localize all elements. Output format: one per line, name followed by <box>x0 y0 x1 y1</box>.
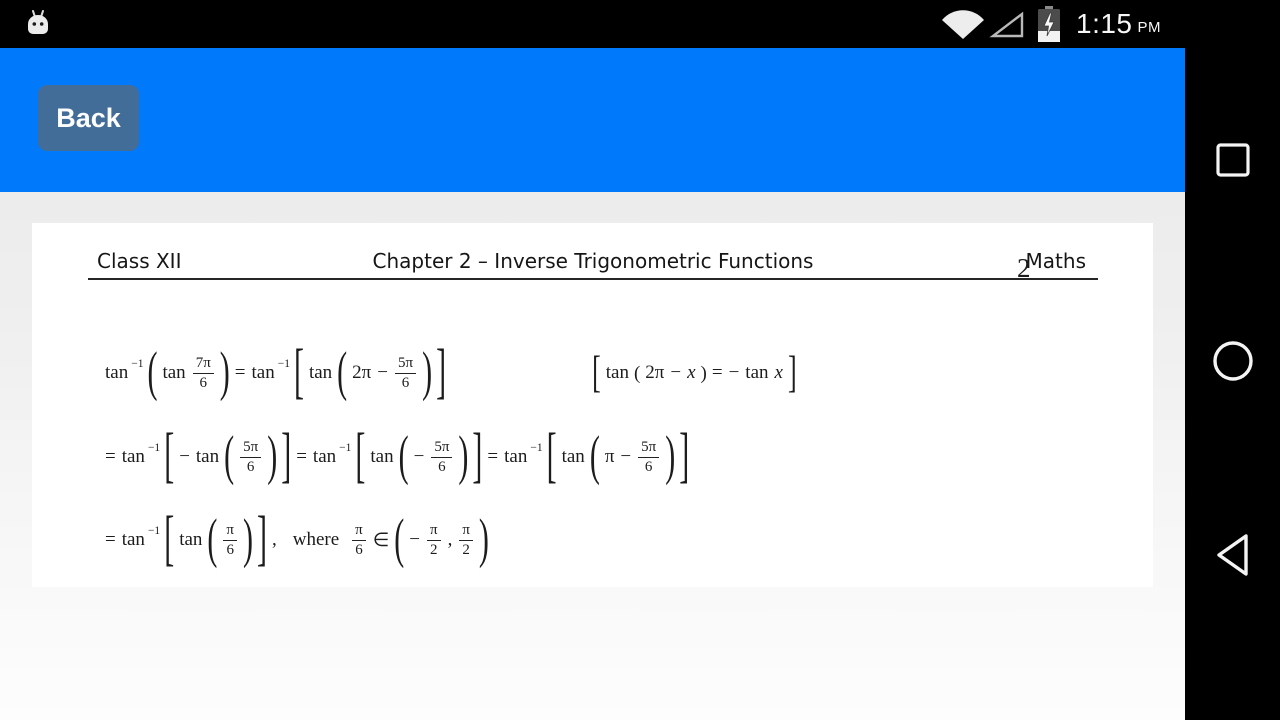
math-token: − <box>377 362 388 383</box>
back-button[interactable]: Back <box>38 85 139 151</box>
math-fraction: π 6 <box>223 522 237 559</box>
math-token: ] <box>256 505 267 573</box>
math-token: tan <box>195 446 220 467</box>
math-token: = <box>711 362 723 383</box>
math-token: 2π <box>645 362 665 383</box>
math-token: ( <box>224 425 235 487</box>
navigation-bar <box>1185 0 1280 720</box>
home-button[interactable] <box>1185 316 1280 406</box>
math-token: tan <box>251 362 275 383</box>
math-token: ] <box>436 338 447 406</box>
math-token: where <box>292 529 340 550</box>
math-token: ) <box>267 425 278 487</box>
math-token: ∈ <box>372 529 390 551</box>
math-token: tan <box>179 529 203 550</box>
clock-time: 1:15 <box>1076 8 1133 39</box>
math-fraction: $\frac{5\pi}{6}$ <box>638 439 659 476</box>
math-token: − <box>670 362 682 383</box>
math-token: ( <box>207 508 218 570</box>
recents-square-icon <box>1215 142 1251 178</box>
chapter-title: Chapter 2 – Inverse Trigonometric Functions <box>372 249 814 273</box>
math-token: 2π <box>352 362 372 383</box>
math-fraction: 7π 6 <box>193 355 214 392</box>
math-token: ) <box>700 362 707 384</box>
math-token: = <box>105 446 116 467</box>
math-superscript: −1 <box>147 525 161 537</box>
math-superscript: −1 <box>530 442 543 454</box>
math-superscript: −1 <box>131 358 144 370</box>
back-triangle-icon <box>1214 531 1252 579</box>
math-token: ] <box>281 422 292 490</box>
math-token: π <box>604 446 615 467</box>
math-token: ( <box>147 341 158 403</box>
clock <box>1076 0 1161 48</box>
math-token: tan <box>504 446 528 467</box>
math-fraction: π 6 <box>352 522 366 559</box>
math-token: tan <box>370 446 394 467</box>
math-token: ( <box>394 508 405 570</box>
math-token: − <box>409 529 421 550</box>
math-token: [ <box>164 422 175 490</box>
math-fraction: $\frac{5\pi}{6}$ <box>395 355 416 392</box>
math-token: ) <box>219 341 230 403</box>
math-token: − <box>413 446 425 467</box>
math-fraction: 5π 6 <box>240 439 261 476</box>
recents-button[interactable] <box>1185 115 1280 205</box>
back-nav-button[interactable] <box>1185 510 1280 600</box>
math-token: − <box>179 446 190 467</box>
math-token: x <box>687 362 696 383</box>
math-line-1 <box>102 337 799 409</box>
math-token: [ <box>355 422 366 490</box>
clock-meridiem: PM <box>1137 18 1161 36</box>
home-circle-icon <box>1212 340 1254 382</box>
math-superscript: −1 <box>339 442 352 454</box>
document-header <box>88 249 1098 280</box>
class-label: Class XII <box>97 249 182 273</box>
math-fraction: π 2 <box>459 522 473 559</box>
math-token: − <box>620 446 632 467</box>
math-token <box>448 373 590 374</box>
subject-label: Maths <box>1025 249 1086 273</box>
math-token: tan <box>162 362 186 383</box>
math-token: , <box>447 529 453 550</box>
math-line-2 <box>102 421 691 493</box>
math-token: ] <box>679 422 690 490</box>
math-token: ) <box>478 508 489 570</box>
math-token: [ <box>164 505 175 573</box>
math-token: tan <box>121 446 145 467</box>
math-superscript: −1 <box>277 358 290 370</box>
math-token: ) <box>665 425 676 487</box>
math-token: tan <box>105 362 129 383</box>
math-token: ( <box>589 425 600 487</box>
math-token: tan <box>121 529 145 550</box>
math-token: = <box>105 529 116 550</box>
math-token: ] <box>472 422 483 490</box>
math-fraction: $\frac{\pi}{2}$ <box>427 522 441 559</box>
math-token: tan <box>312 446 337 467</box>
math-superscript: −1 <box>147 442 161 454</box>
math-token <box>342 540 348 541</box>
math-token: , <box>271 529 277 550</box>
math-token <box>280 540 290 541</box>
math-token: ( <box>633 362 641 384</box>
math-token: = <box>234 362 246 383</box>
math-token: tan <box>561 446 585 467</box>
math-token: = <box>296 446 307 467</box>
math-token: ( <box>398 425 409 487</box>
android-debug-icon <box>22 8 54 40</box>
math-token: = <box>487 446 499 467</box>
math-token: ) <box>242 508 253 570</box>
page-number: 2 <box>1017 253 1031 283</box>
document-page <box>32 223 1153 587</box>
math-token: ] <box>787 347 797 397</box>
math-token: tan <box>308 362 333 383</box>
document-viewport[interactable] <box>0 192 1185 720</box>
battery-charging-icon <box>1038 6 1060 42</box>
math-token: [ <box>546 422 557 490</box>
math-token: x <box>774 362 783 383</box>
math-token: ( <box>337 341 348 403</box>
math-token: [ <box>293 338 304 406</box>
app-header <box>0 48 1185 192</box>
math-token: tan <box>745 362 769 383</box>
status-bar <box>0 0 1185 48</box>
math-token: ) <box>458 425 469 487</box>
math-token: tan <box>605 362 629 383</box>
math-token: [ <box>592 347 601 397</box>
math-line-3 <box>102 504 491 576</box>
math-fraction: $\frac{5\pi}{6}$ <box>431 439 452 476</box>
math-token: ) <box>422 341 433 403</box>
math-token: − <box>728 362 740 383</box>
cellular-signal-icon <box>989 11 1025 39</box>
wifi-icon <box>941 9 985 40</box>
